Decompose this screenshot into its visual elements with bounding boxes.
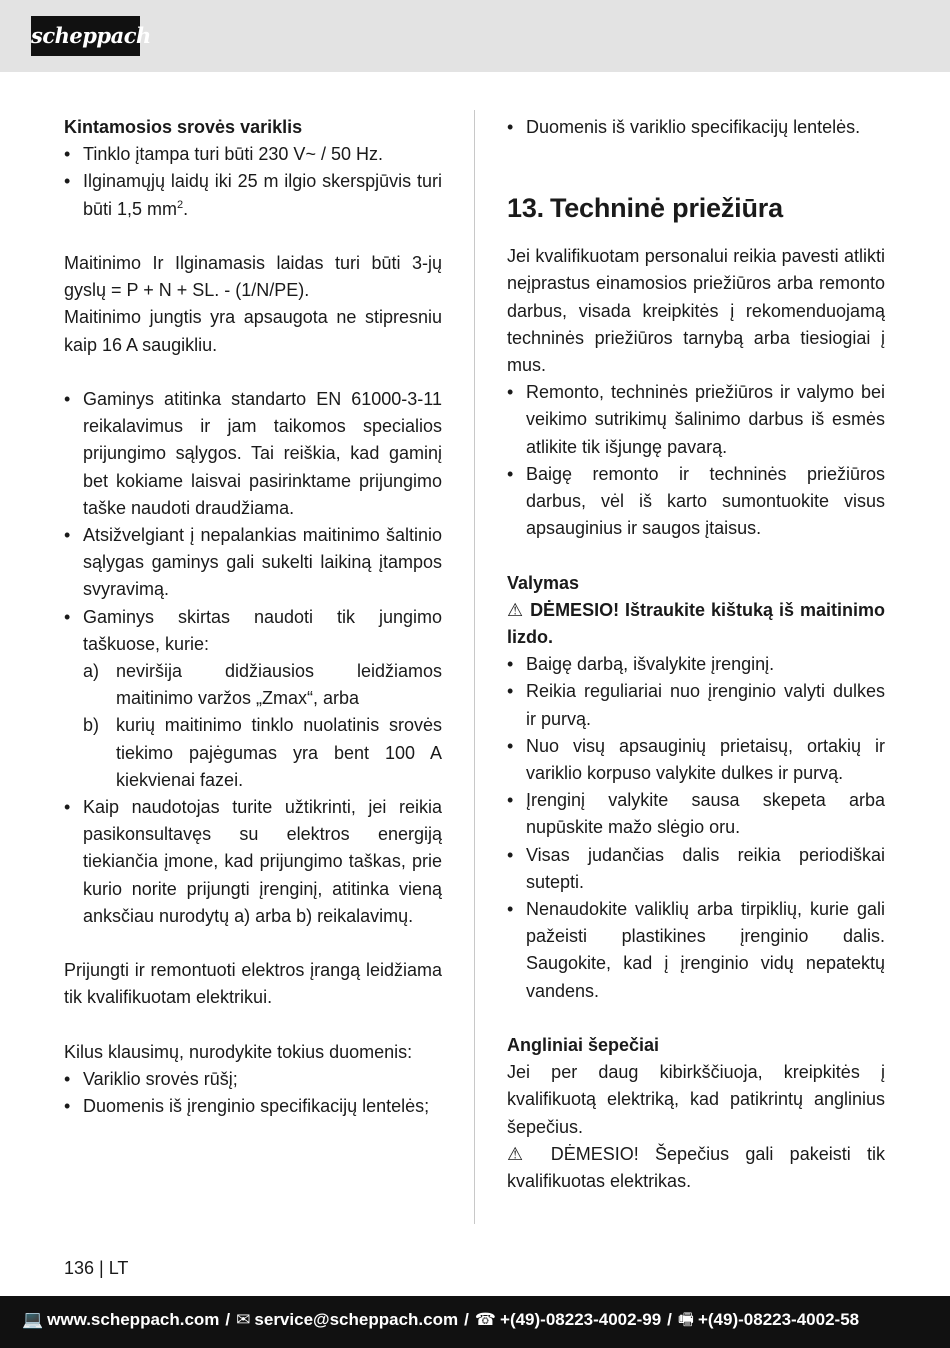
list-item: • Baigę remonto ir techninės priežiūros darbus, vėl iš karto sumontuokite visus apsauginius ir saugos įtaisus. <box>507 461 885 543</box>
paragraph-fuse: Maitinimo jungtis yra apsaugota ne stipresniu kaip 16 A saugikliu. <box>64 307 442 355</box>
scheppach-logo: scheppach <box>31 16 140 56</box>
paragraph-cable: Maitinimo Ir Ilginamasis laidas turi būti 3-jų gyslų = P + N + SL. - (1/N/PE). <box>64 253 442 301</box>
cleaning-warning <box>507 597 885 651</box>
ac-motor-list <box>64 141 442 223</box>
right-column <box>507 114 885 1195</box>
list-item: • Tinklo įtampa turi būti 230 V~ / 50 Hz. <box>64 141 442 168</box>
left-column <box>64 114 442 1120</box>
fax-icon: 🖷 <box>677 1310 694 1329</box>
paragraph-repair: Prijungti ir remontuoti elektros įrangą leidžiama tik kvalifikuotam elektrikui. <box>64 960 442 1008</box>
brushes-warning-text: DĖMESIO! Šepečius gali pakeisti tik kvalifikuotas elektrikas. <box>507 1143 885 1192</box>
warning-icon: ⚠ <box>507 1143 535 1164</box>
list-item: • Gaminys atitinka standarto EN 61000-3-11 reikalavimus ir jam taikomos specialios prijungimo sąlygos. Tai reiškia, kad gaminį bet kokiame laisvai pasirinktame prijungimo taške naudoti draudžiama. <box>64 386 442 522</box>
list-item: • Variklio srovės rūšį; <box>64 1066 442 1093</box>
column-divider <box>474 110 475 1224</box>
section-number: 13. <box>507 193 544 224</box>
sub-list <box>83 658 442 794</box>
list-item: • Nuo visų apsauginių prietaisų, ortakių ir variklio korpuso valykite dulkes ir purvą. <box>507 733 885 787</box>
questions-list <box>64 1066 442 1120</box>
section-title: Techninė priežiūra <box>549 193 783 224</box>
list-item: • Baigę darbą, išvalykite įrenginį. <box>507 651 885 678</box>
page-language: LT <box>108 1258 129 1278</box>
questions-list-continued <box>507 114 885 141</box>
sub-list-label: b) <box>83 715 100 736</box>
list-item: • Įrenginį valykite sausa skepeta arba nupūskite mažo slėgio oru. <box>507 787 885 841</box>
heading-ac-motor: Kintamosios srovės variklis <box>64 117 303 137</box>
paragraph-questions: Kilus klausimų, nurodykite tokius duomenis: <box>64 1041 413 1062</box>
page-number-value: 136 <box>64 1258 95 1278</box>
superscript: 2 <box>177 198 184 211</box>
email-link[interactable]: service@scheppach.com <box>254 1310 459 1329</box>
heading-cleaning: Valymas <box>507 572 580 593</box>
brushes-warning <box>507 1141 885 1195</box>
page-number: 136 | LT <box>64 1258 129 1278</box>
list-item <box>64 604 442 794</box>
standard-list <box>64 386 442 930</box>
separator: / <box>667 1310 672 1329</box>
list-item: • Nenaudokite valiklių arba tirpiklių, kurie gali pažeisti plastikines įrenginio dalis. Saugokite, kad į įrenginio vidų nepatektų vandens. <box>507 896 885 1005</box>
cleaning-warning-text: DĖMESIO! Ištraukite kištuką iš maitinimo lizdo. <box>507 599 885 648</box>
heading-carbon-brushes: Angliniai šepečiai <box>507 1035 660 1056</box>
list-item: • Reikia reguliariai nuo įrenginio valyti dulkes ir purvą. <box>507 678 885 732</box>
sub-list-item <box>83 658 442 712</box>
sub-list-item <box>83 712 442 794</box>
list-item: • Duomenis iš variklio specifikacijų lentelės. <box>507 114 885 141</box>
list-item-text: Ilginamųjų laidų iki 25 m ilgio skerspjūvis turi būti 1,5 mm <box>83 171 442 219</box>
sub-list-text: kurių maitinimo tinklo nuolatinis srovės tiekimo pajėgumas yra bent 100 A kiekvienai fazei. <box>116 715 442 790</box>
fax-number: +(49)-08223-4002-58 <box>697 1310 860 1329</box>
paragraph-service: Jei kvalifikuotam personalui reikia pavesti atlikti neįprastus einamosios priežiūros arba remonto darbus, visada kreipkitės į rekomenduojamą techninės priežiūros tarnybą arba tiesiogiai į mus. <box>507 246 885 376</box>
phone-icon: ☎ <box>474 1310 497 1329</box>
page-header <box>0 0 950 72</box>
page-footer <box>0 1296 950 1348</box>
paragraph-brushes: Jei per daug kibirkščiuoja, kreipkitės į kvalifikuotą elektriką, kad patikrintų anglinius šepečius. <box>507 1062 885 1137</box>
list-item: • Duomenis iš įrenginio specifikacijų lentelės; <box>64 1093 442 1120</box>
list-item <box>64 168 442 222</box>
service-list <box>507 379 885 542</box>
section-heading-maintenance <box>507 191 885 225</box>
warning-icon: ⚠ <box>507 599 525 620</box>
phone-number: +(49)-08223-4002-99 <box>500 1310 662 1329</box>
separator: / <box>464 1310 469 1329</box>
list-item-tail: . <box>183 198 189 219</box>
sub-list-label: a) <box>83 661 100 682</box>
list-item: • Kaip naudotojas turite užtikrinti, jei reikia pasikonsultavęs su elektros energiją tiekiančia įmone, kad prijungimo taškas, prie kurio norite prijungti įrenginį, atitinka vieną anksčiau nurodytų a) arba b) reikalavimų. <box>64 794 442 930</box>
sub-list-text: neviršija didžiausios leidžiamos maitinimo varžos „Zmax“, arba <box>116 661 442 709</box>
list-item-text: Gaminys skirtas naudoti tik jungimo taškuose, kurie: <box>83 606 442 654</box>
list-item: • Remonto, techninės priežiūros ir valymo bei veikimo sutrikimų šalinimo darbus iš esmės atlikite tik išjungę pavarą. <box>507 379 885 461</box>
mail-icon: ✉ <box>236 1310 251 1329</box>
cleaning-list <box>507 651 885 1005</box>
computer-icon: 💻 <box>22 1310 44 1329</box>
list-item: • Atsižvelgiant į nepalankias maitinimo šaltinio sąlygas gaminys gali sukelti laikiną įtampos svyravimą. <box>64 522 442 604</box>
list-item: • Visas judančias dalis reikia periodiškai sutepti. <box>507 842 885 896</box>
website-link[interactable]: www.scheppach.com <box>47 1310 220 1329</box>
separator: / <box>225 1310 231 1329</box>
